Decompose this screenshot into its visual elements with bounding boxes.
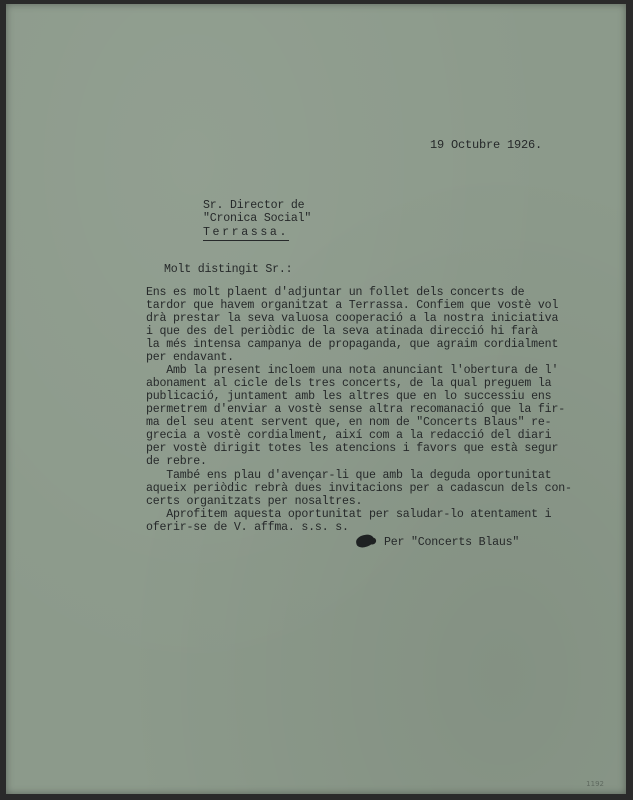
- body-line: drà prestar la seva valuosa cooperació a la nostra iniciativa: [146, 312, 559, 325]
- body-line: També ens plau d'avençar-li que amb la deguda oportunitat: [146, 469, 552, 482]
- body-line: i que des del periòdic de la seva atinada direcció hi farà: [146, 325, 538, 338]
- body-line: certs organitzats per nosaltres.: [146, 495, 363, 508]
- body-line: Amb la present incloem una nota anunciant l'obertura de l': [146, 364, 559, 377]
- body-line: Aprofitem aquesta oportunitat per saludar-lo atentament i: [146, 508, 552, 521]
- recipient-line-3: Terrassa.: [203, 226, 290, 239]
- body-line: per endavant.: [146, 351, 234, 364]
- salutation: Molt distingit Sr.:: [164, 263, 293, 276]
- body-line: tardor que havem organitzat a Terrassa. Confiem que vostè vol: [146, 299, 559, 312]
- body-line: grecia a vostè cordialment, així com a la redacció del diari: [146, 429, 552, 442]
- body-line: de rebre.: [146, 455, 207, 468]
- body-line: oferir-se de V. affma. s.s. s.: [146, 521, 349, 534]
- body-line: abonament al cicle dels tres concerts, de la qual preguem la: [146, 377, 552, 390]
- letter-date: 19 Octubre 1926.: [430, 138, 543, 152]
- body-line: Ens es molt plaent d'adjuntar un follet dels concerts de: [146, 286, 525, 299]
- body-line: aqueix periòdic rebrà dues invitacions per a cadascun dels con-: [146, 482, 572, 495]
- body-line: ma del seu atent servent que, en nom de "Concerts Blaus" re-: [146, 416, 552, 429]
- letter-page: [6, 4, 626, 794]
- letter-body: [146, 286, 596, 559]
- body-line: la més intensa campanya de propaganda, que agraim cordialment: [146, 338, 559, 351]
- body-line: per vostè dirigit totes les atencions i favors que està segur: [146, 442, 559, 455]
- body-line: publicació, juntament amb les altres que en lo successiu ens: [146, 390, 552, 403]
- closing-signature: Per "Concerts Blaus": [384, 536, 520, 549]
- recipient-line-1: Sr. Director de: [203, 199, 305, 212]
- recipient-line-2: "Cronica Social": [203, 212, 312, 225]
- reference-mark: 1192: [586, 780, 604, 788]
- body-line: permetrem d'enviar a vostè sense altra recomanació que la fir-: [146, 403, 565, 416]
